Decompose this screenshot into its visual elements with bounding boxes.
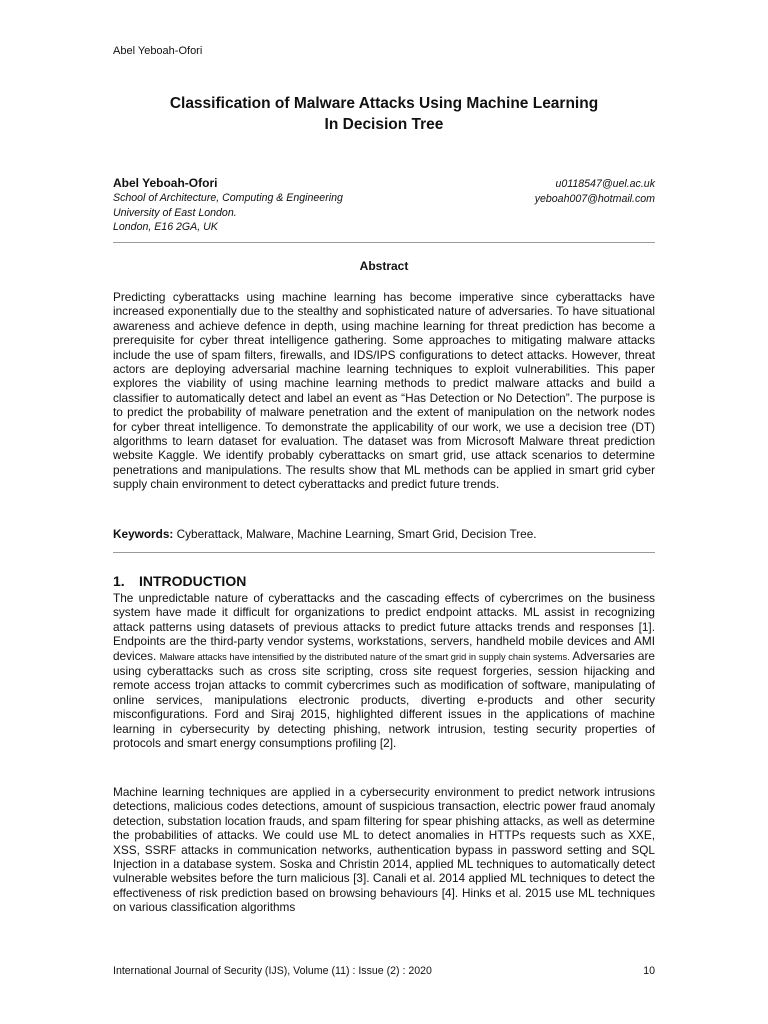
abstract-heading: Abstract [359,259,409,273]
intro-paragraph-1 [113,591,655,750]
running-head: Abel Yeboah-Ofori [113,45,203,57]
keywords-label: Keywords: [113,527,174,541]
section-number: 1. [113,573,125,589]
affiliation-line-2: University of East London. [113,206,237,219]
author-affiliation [113,175,443,235]
abstract-body: Predicting cyberattacks using machine learning has become imperative since cyberattacks have increased exponentially due to the stealthy and sophisticated nature of adversaries. To have situational awareness and achieve defence in depth, using machine learning for threat prediction has become a prerequisite for cyber threat intelligence gathering. Some approaches to mitigating malware attacks include the use of spam filters, firewalls, and IDS/IPS configurations to detect attacks. However, threat actors are deploying adversarial machine learning techniques to exploit vulnerabilities. This paper explores the viability of using machine learning methods to predict malware attacks and build a classifier to automatically detect and label an event as “Has Detection or No Detection”. The purpose is to predict the probability of malware penetration and the extent of manipulation on the network nodes for cyber threat intelligence. To demonstrate the applicability of our work, we use a decision tree (DT) algorithms to learn dataset for evaluation. The dataset was from Microsoft Malware threat prediction website Kaggle. We identify probably cyberattacks on smart grid, use attack scenarios to determine penetrations and manipulations. The results show that ML methods can be applied in smart grid cyber supply chain environment to detect cyberattacks and predict future trends. [113,290,655,492]
footer-journal: International Journal of Security (IJS), Volume (11) : Issue (2) : 2020 [113,965,432,977]
keywords [113,527,655,541]
author-name: Abel Yeboah-Ofori [113,176,218,190]
keywords-text: Cyberattack, Malware, Machine Learning, Smart Grid, Decision Tree. [173,527,537,541]
title-line-2: In Decision Tree [324,116,444,133]
section-heading-introduction [113,573,246,589]
header-divider [113,242,655,243]
footer-page-number: 10 [643,965,655,977]
intro-paragraph-2: Machine learning techniques are applied in a cybersecurity environment to predict network intrusions detections, malicious codes detections, amount of suspicious transaction, electric power fraud anomaly detection, substation location frauds, and spam filtering for spear phishing attacks, as well as determine the probabilities of attacks. We could use ML to detect anomalies in HTTPs requests such as XXE, XSS, SSRF attacks in communication networks, authentication bypass in password setting and SQL Injection in a database system. Soska and Christin 2014, applied ML techniques to automatically detect vulnerable websites before the turn malicious [3]. Canali et al. 2014 applied ML techniques to detect the effectiveness of risk prediction based on browsing behaviours [4]. Hinks et al. 2015 use ML techniques on various classification algorithms [113,785,655,915]
author-emails [435,175,655,206]
email-1: u0118547@uel.ac.uk [555,178,655,190]
paper-title [113,93,655,135]
intro-p1-part1: The unpredictable nature of cyberattacks and the cascading effects of cybercrimes on the business system have made it difficult for organizations to predict endpoint attacks. ML assist in recognizing attack patterns using datasets of previous attacks to predict future attacks trends and responses [1]. Endpoints are the third-party vendor systems, workstations, servers, handheld mobile devices and AMI devices. [113,591,655,663]
affiliation-line-1: School of Architecture, Computing & Engineering [113,192,343,204]
email-2: yeboah007@hotmail.com [534,192,655,205]
title-line-1: Classification of Malware Attacks Using Machine Learning [169,95,599,112]
paper-page [113,0,655,1024]
intro-p1-small: Malware attacks have intensified by the distributed nature of the smart grid in supply chain systems. [159,651,570,662]
intro-p1-part2: Adversaries are using cyberattacks such as cross site scripting, cross site request forgeries, session hijacking and remote access trojan attacks to commit cybercrimes such as modification of software, manipulating of online services, manipulations electronic products, diverting e-products and other security misconfigurations. Ford and Siraj 2015, highlighted different issues in the applications of machine learning in cybersecurity by detecting phishing, network intrusion, testing security properties of protocols and smart energy consumptions profiling [2]. [113,648,655,751]
section-title: INTRODUCTION [139,573,247,589]
affiliation-line-3: London, E16 2GA, UK [113,221,218,233]
keywords-divider [113,552,655,553]
